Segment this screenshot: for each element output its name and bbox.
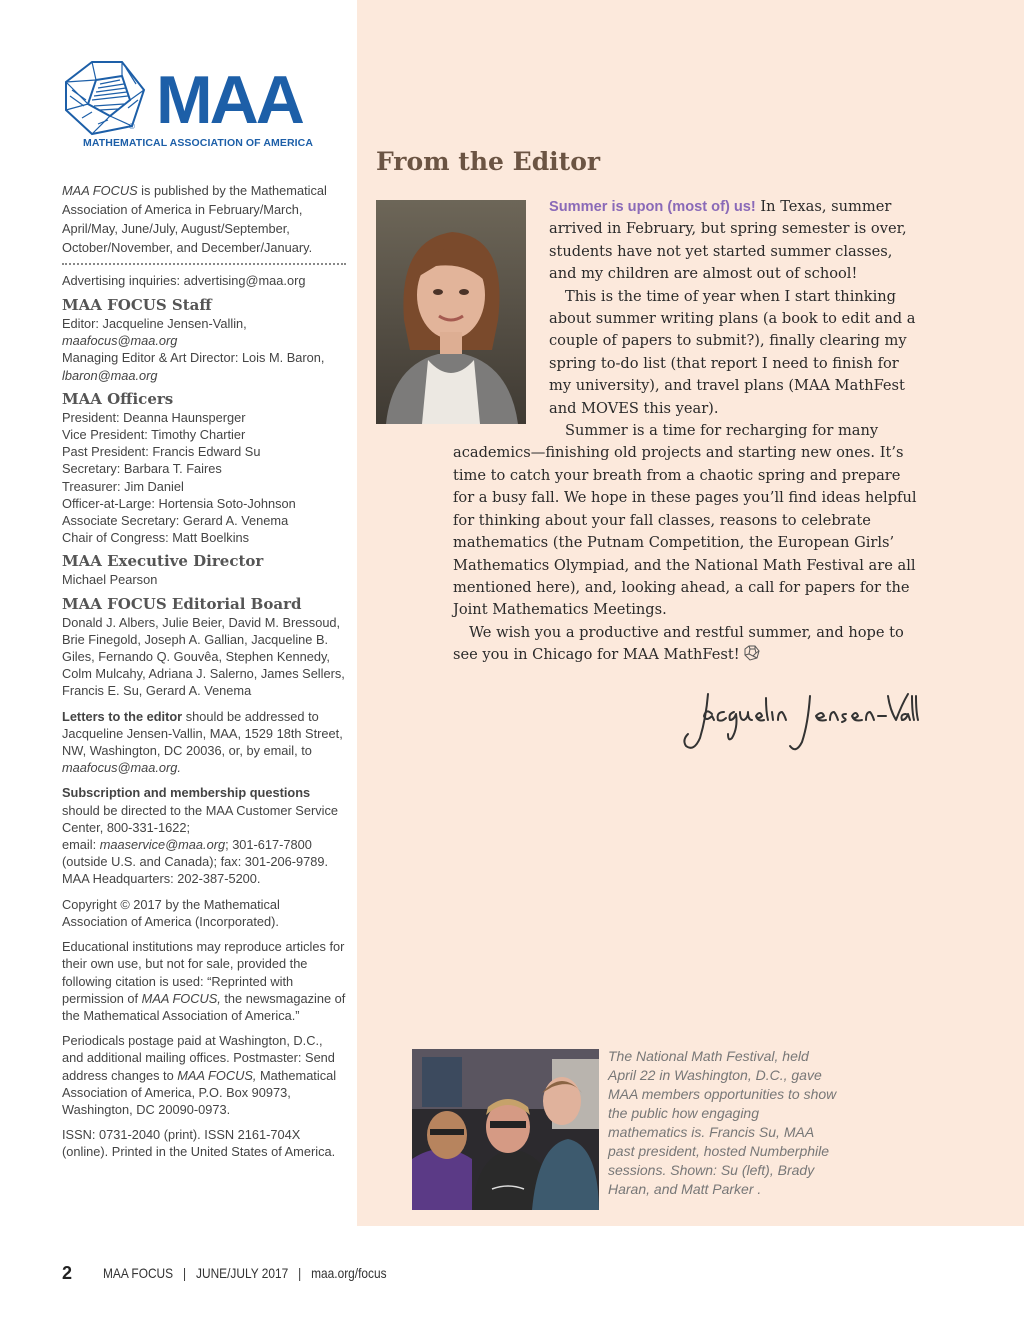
paragraph-4 xyxy=(453,622,921,667)
staff-heading: MAA FOCUS Staff xyxy=(62,296,212,314)
footer-issue: JUNE/JULY 2017 xyxy=(196,1265,289,1281)
copyright-note: Copyright © 2017 by the Mathematical Association of America (Incorporated). xyxy=(62,896,280,929)
festival-photo xyxy=(412,1049,599,1210)
issn-note: ISSN: 0731-2040 (print). ISSN 2161-704X (online). Printed in the United States of America. xyxy=(62,1127,336,1160)
paragraph-1 xyxy=(549,196,921,286)
letters-note xyxy=(62,708,346,777)
officer-item: Associate Secretary: Gerard A. Venema xyxy=(62,513,289,529)
subscription-label: Subscription and membership questions xyxy=(62,785,311,801)
postage-note xyxy=(62,1032,346,1118)
officer-item: Treasurer: Jim Daniel xyxy=(62,478,184,494)
subscription-email[interactable]: maaservice@maa.org xyxy=(99,837,226,853)
staff-managing-email[interactable]: lbaron@maa.org xyxy=(62,367,158,383)
footer-separator: | xyxy=(183,1265,187,1281)
board-members: Donald J. Albers, Julie Beier, David M. Bressoud, Brie Finegold, Joseph A. Gallian, Jacqueline B. Giles, Fernando Q. Gouvêa, Stephen Kennedy, Colm Mulcahy, Adriana J. Salerno, James Sellers, Francis E. Su, Gerard A. Venema xyxy=(62,614,345,699)
subscription-contact: ; 301-617-7800 (outside U.S. and Canada); fax: 301-206-9789. MAA Headquarters: 202-387-5200. xyxy=(62,837,329,887)
officers-heading: MAA Officers xyxy=(62,389,174,408)
registered-mark: ® xyxy=(129,122,135,131)
officer-item: Past President: Francis Edward Su xyxy=(62,444,261,460)
footer-url[interactable]: maa.org/focus xyxy=(311,1265,387,1281)
letters-text: should be addressed to Jacqueline Jensen-Vallin, MAA, 1529 18th Street, NW, Washington, DC 20036, or, by email, to xyxy=(62,708,343,759)
editor-signature xyxy=(676,684,921,758)
officer-item: President: Deanna Haunsperger xyxy=(62,409,246,425)
paragraph-3-rest: academics—finishing old projects and starting new ones. It’s time to catch your breath from a chaotic spring and prepare for a busy fall. We hope in these pages you’ll find ideas helpful for thinking about your fall classes, reasons to celebrate mathematics (the Putnam Competition, the European Girls’ Mathematics Olympiad, and the National Math Festival are all mentioned here), and, looking ahead, a call for papers for the Joint Mathematics Meetings. xyxy=(453,444,917,619)
paragraph-3-start: Summer is a time for recharging for many xyxy=(565,422,879,440)
letters-label: Letters to the editor xyxy=(62,708,183,724)
staff-managing-editor: Managing Editor & Art Director: Lois M. Baron, xyxy=(62,350,325,366)
masthead-sidebar xyxy=(62,181,346,1161)
reproduce-text: Educational institutions may reproduce articles for their own use, but not for sale, provided the following citation is used: “Reprinted with permission of xyxy=(62,939,345,1006)
postage-text: Periodicals postage paid at Washington, D.C., and additional mailing offices. Postmaster: Send address changes to xyxy=(62,1033,335,1083)
photo-caption: The National Math Festival, held April 22 in Washington, D.C., gave MAA members opportunities to show the public how engaging mathematics is. Francis Su, MAA past president, hosted Numberphile sessions. Shown: Su (left), Brady Haran, and Matt Parker . xyxy=(608,1048,837,1197)
reproduce-end: the newsmagazine of the Mathematical Association of America.” xyxy=(62,990,346,1023)
advertising-inquiries: Advertising inquiries: advertising@maa.org xyxy=(62,273,306,288)
page-footer xyxy=(62,1262,437,1284)
staff-editor-email[interactable]: maafocus@maa.org xyxy=(62,333,178,349)
paragraph-2: This is the time of year when I start thinking about summer writing plans (a book to edit and a couple of papers to submit?), finally clearing my spring to-do list (that report I need to finish for my university), and travel plans (MAA MathFest and MOVES this year). xyxy=(549,287,916,417)
executive-heading: MAA Executive Director xyxy=(62,552,264,571)
executive-name: Michael Pearson xyxy=(62,572,158,588)
staff-editor: Editor: Jacqueline Jensen-Vallin, xyxy=(62,316,247,331)
officer-item: Officer-at-Large: Hortensia Soto-Johnson xyxy=(62,495,296,511)
footer-separator: | xyxy=(298,1265,302,1281)
logo-subtitle: MATHEMATICAL ASSOCIATION OF AMERICA xyxy=(83,137,314,149)
logo-wordmark: MAA xyxy=(156,62,302,138)
officer-item: Chair of Congress: Matt Boelkins xyxy=(62,530,250,546)
publication-name: MAA FOCUS xyxy=(62,183,138,198)
maa-logo xyxy=(62,60,314,155)
editor-title: From the Editor xyxy=(376,147,601,176)
paragraph-1-text: In Texas, summer arrived in February, but spring semester is over, students have not yet started summer classes, and my children are almost out of school! xyxy=(549,198,907,283)
subscription-note xyxy=(62,784,346,887)
footer-publication: MAA FOCUS xyxy=(103,1265,174,1281)
lead-in: Summer is upon (most of) us! xyxy=(549,199,756,215)
subscription-text: should be directed to the MAA Customer Service Center, 800-331-1622; xyxy=(62,802,338,835)
publication-statement xyxy=(62,181,346,265)
officer-item: Secretary: Barbara T. Faires xyxy=(62,461,222,477)
officer-item: Vice President: Timothy Chartier xyxy=(62,427,246,443)
paragraph-4-text: We wish you a productive and restful summer, and hope to see you in Chicago for MAA MathFest! xyxy=(453,623,904,664)
footer-text xyxy=(103,1265,387,1281)
publication-text: is published by the Mathematical Association of America in February/March, April/May, June/July, August/September, October/November, and December/January. xyxy=(62,183,327,255)
reproduce-note xyxy=(62,938,346,1024)
postage-publication: MAA FOCUS, xyxy=(177,1067,257,1083)
subscription-email-prefix: email: xyxy=(62,837,100,853)
reproduce-publication: MAA FOCUS, xyxy=(141,990,221,1006)
board-heading: MAA FOCUS Editorial Board xyxy=(62,594,302,613)
editor-letter xyxy=(453,196,921,667)
polyhedron-icon xyxy=(744,645,760,661)
postage-end: Mathematical Association of America, P.O. Box 90973, Washington, DC 20090-0973. xyxy=(62,1067,337,1117)
page-number: 2 xyxy=(62,1262,73,1283)
letters-email[interactable]: maafocus@maa.org. xyxy=(62,760,181,776)
